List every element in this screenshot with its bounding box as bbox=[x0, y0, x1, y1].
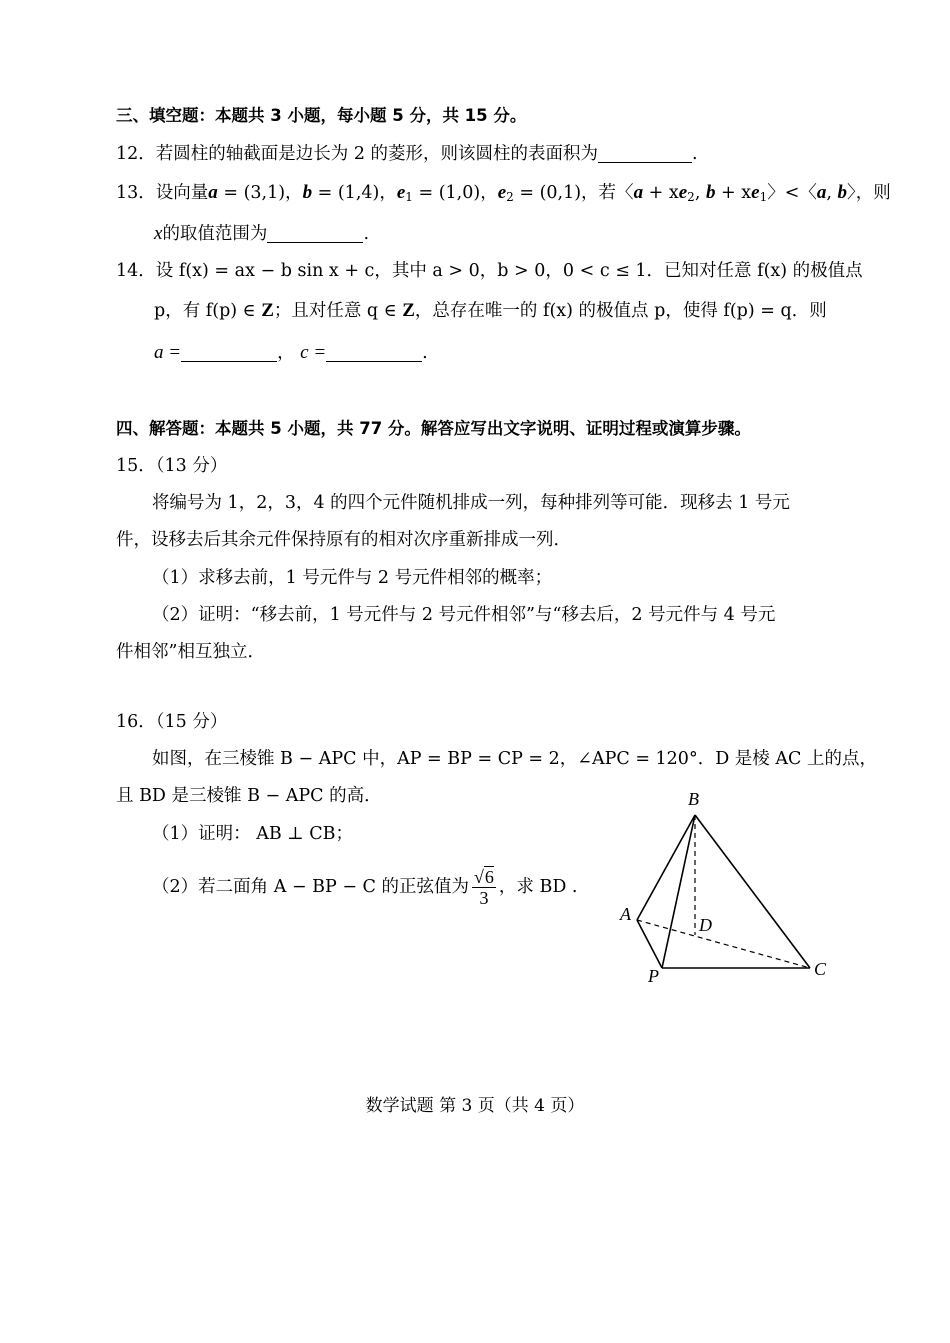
q13-end: . bbox=[363, 224, 370, 244]
q13-answer-blank bbox=[267, 222, 363, 243]
q13-mid3: + x bbox=[715, 183, 752, 203]
q15-sub2b: 件相邻”相互独立． bbox=[116, 642, 265, 662]
q13-number: 13． bbox=[116, 183, 156, 203]
q13-vec-a-3: a bbox=[816, 182, 827, 203]
page-footer: 数学试题 第 3 页（共 4 页） bbox=[365, 1096, 585, 1116]
q14-line2c: ，总存在唯一的 f(x) 的极值点 p，使得 f(p) = q．则 bbox=[414, 301, 827, 321]
q13-vec-e2: e bbox=[497, 182, 507, 203]
label-B: B bbox=[688, 789, 699, 809]
q14-a-blank bbox=[181, 341, 277, 362]
edge-BP bbox=[662, 815, 695, 968]
q12-number: 12． bbox=[116, 144, 156, 164]
q13-vec-a: a bbox=[208, 182, 218, 203]
q14-c-label: c = bbox=[300, 342, 327, 363]
q16-sqrt-value: 6 bbox=[484, 867, 494, 887]
q15-sub2a: （2）证明：“移去前，1 号元件与 2 号元件相邻”与“移去后，2 号元件与 4 号元 bbox=[152, 605, 776, 625]
q14-line1: 设 f(x) = ax − b sin x + c，其中 a > 0，b > 0，0 < c ≤ 1．已知对任意 f(x) 的极值点 bbox=[155, 261, 863, 281]
q13-vec-e1: e bbox=[396, 182, 406, 203]
label-P: P bbox=[648, 966, 659, 985]
q13-vec-a-2: a bbox=[633, 182, 644, 203]
q13-mid2: , bbox=[694, 183, 706, 203]
q13-text: 设向量 bbox=[155, 183, 209, 203]
q16-fraction-denominator: 3 bbox=[479, 888, 489, 908]
q12-end: . bbox=[692, 144, 698, 164]
edge-BC bbox=[695, 815, 810, 968]
q16-para1: 如图，在三棱锥 B − APC 中，AP = BP = CP = 2，∠APC = 120°．D 是棱 AC 上的点， bbox=[152, 749, 877, 769]
q14-end: . bbox=[422, 343, 428, 363]
q16-fraction bbox=[472, 867, 496, 908]
question-14-line2 bbox=[154, 299, 827, 323]
q14-c-blank bbox=[326, 341, 422, 362]
q13-mid4: 〉<〈 bbox=[767, 183, 817, 203]
question-13-line2 bbox=[154, 222, 369, 246]
q13-mid6: 〉，则 bbox=[847, 183, 891, 203]
q16-sub2-end: ，求 BD . bbox=[498, 877, 578, 897]
q15-sub1: （1）求移去前，1 号元件与 2 号元件相邻的概率； bbox=[152, 568, 553, 588]
q13-e2-sub: 2 bbox=[506, 190, 514, 204]
q13-vec-e1-2: e bbox=[751, 182, 760, 203]
q16-fraction-numerator: √6 bbox=[474, 867, 494, 887]
q13-e1-sub: 1 bbox=[405, 190, 413, 204]
q16-sub2 bbox=[152, 864, 577, 910]
q13-a-value: = (3,1)， bbox=[217, 183, 303, 203]
q13-vec-b: b bbox=[302, 182, 313, 203]
q16-sub2-text: （2）若二面角 A − BP − C 的正弦值为 bbox=[152, 877, 469, 897]
q16-sub1: （1）证明： AB ⊥ CB； bbox=[152, 824, 354, 844]
q13-vec-e2-2: e bbox=[678, 182, 688, 203]
question-14 bbox=[116, 259, 863, 283]
section3-heading: 三、填空题：本题共 3 小题，每小题 5 分，共 15 分。 bbox=[116, 106, 527, 125]
label-D: D bbox=[699, 915, 712, 935]
q16-para2: 且 BD 是三棱锥 B − APC 的高． bbox=[116, 786, 382, 806]
q13-e1-sub-2: 1 bbox=[759, 190, 768, 204]
q15-para1: 将编号为 1，2，3，4 的四个元件随机排成一列，每种排列等可能．现移去 1 号元 bbox=[152, 493, 790, 513]
label-C: C bbox=[814, 959, 827, 979]
q14-set-z-2: Z bbox=[402, 300, 415, 321]
section4-heading: 四、解答题：本题共 5 小题，共 77 分。解答应写出文字说明、证明过程或演算步骤。 bbox=[116, 419, 751, 438]
q13-vec-b-2: b bbox=[705, 182, 716, 203]
q13-var-x: x bbox=[154, 223, 163, 244]
q12-answer-blank bbox=[598, 142, 692, 163]
q14-a-label: a = bbox=[154, 342, 182, 363]
question-13 bbox=[116, 181, 891, 209]
label-A: A bbox=[620, 904, 631, 924]
q14-sep: ， bbox=[277, 343, 295, 363]
pyramid-figure bbox=[610, 785, 840, 985]
q13-vec-b-3: b bbox=[837, 182, 848, 203]
q15-head: 15．（13 分） bbox=[116, 456, 228, 476]
q13-mid5: , bbox=[826, 183, 838, 203]
q15-para2: 件，设移去后其余元件保持原有的相对次序重新排成一列． bbox=[116, 530, 571, 550]
q13-e2-value: = (0,1)，若〈 bbox=[513, 183, 634, 203]
question-12 bbox=[116, 142, 698, 166]
q14-set-z: Z bbox=[261, 300, 274, 321]
q13-e1-value: = (1,0)， bbox=[412, 183, 498, 203]
q14-line2b: ；且对任意 q ∈ bbox=[273, 301, 403, 321]
edge-BA bbox=[637, 815, 695, 920]
q14-line2a: p，有 f(p) ∈ bbox=[154, 301, 262, 321]
q13-text-2: 的取值范围为 bbox=[162, 224, 268, 244]
q14-number: 14． bbox=[116, 261, 156, 281]
q13-mid1: + x bbox=[643, 183, 679, 203]
q13-b-value: = (1,4)， bbox=[312, 183, 397, 203]
question-14-line3 bbox=[154, 341, 428, 365]
q13-e2-sub-2: 2 bbox=[687, 190, 695, 204]
edge-AP bbox=[637, 920, 662, 968]
q16-head: 16．（15 分） bbox=[116, 712, 228, 732]
q12-text: 若圆柱的轴截面是边长为 2 的菱形，则该圆柱的表面积为 bbox=[155, 144, 599, 164]
